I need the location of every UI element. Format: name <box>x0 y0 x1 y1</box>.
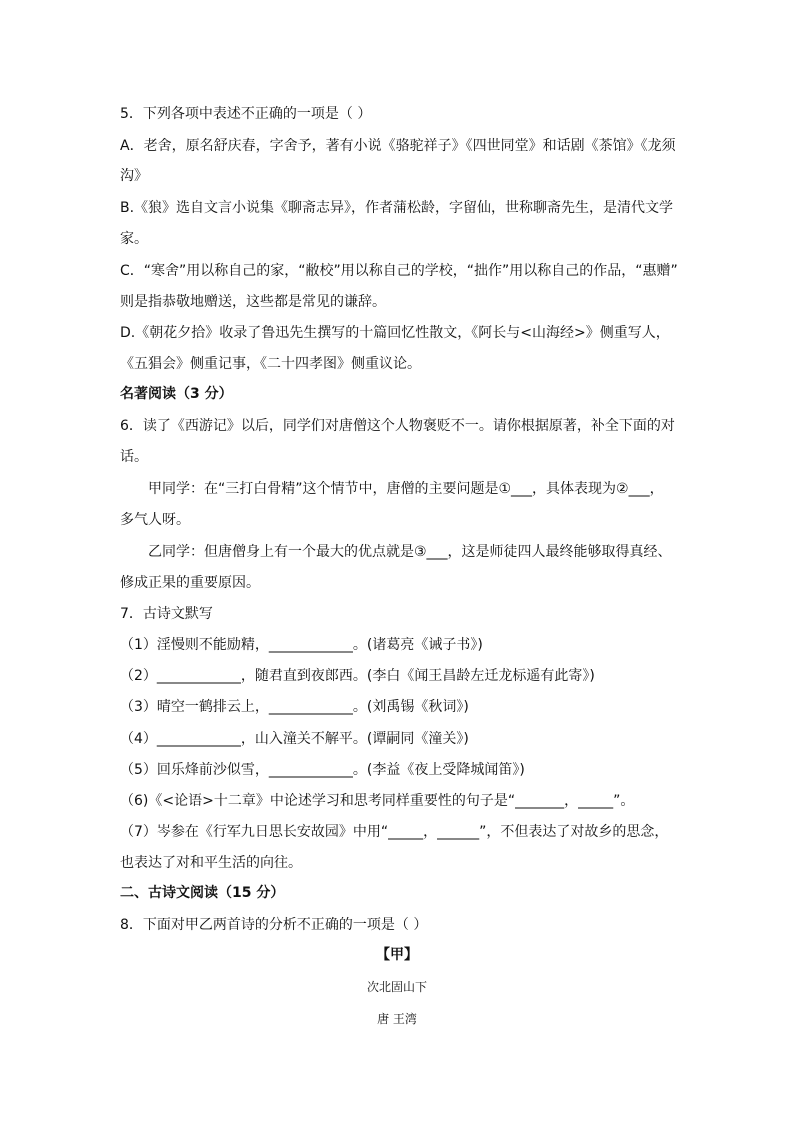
q7-item-7-line1: （7）岑参在《行军九日思长安故园》中用“_____，______”，不但表达了对故乡的思念， <box>120 824 669 840</box>
q6-stem-line1: 6．读了《西游记》以后，同学们对唐僧这个人物褒贬不一。请你根据原著，补全下面的对 <box>120 418 675 434</box>
q5-option-c-line2: 则是指恭敬地赠送，这些都是常见的谦辞。 <box>120 294 386 310</box>
q7-item-3: （3）晴空一鹤排云上，____________。(刘禹锡《秋词》) <box>120 699 469 715</box>
poem-label-jia: 【甲】 <box>376 947 418 963</box>
q6-dialogue-jia-line1: 甲同学：在“三打白骨精”这个情节中，唐僧的主要问题是①___，具体表现为②___， <box>148 481 664 497</box>
q7-item-4: （4）____________，山入潼关不解平。(谭嗣同《潼关》) <box>120 731 469 747</box>
q5-option-b-line1: B.《狼》选自文言小说集《聊斋志异》，作者蒲松龄，字留仙，世称聊斋先生，是清代文学 <box>120 200 674 216</box>
q8-stem: 8．下面对甲乙两首诗的分析不正确的一项是（ ） <box>120 917 428 933</box>
q5-option-c-line1: C．“寒舍”用以称自己的家，“敝校”用以称自己的学校，“拙作”用以称自己的作品，“惠赠” <box>120 263 678 279</box>
q6-dialogue-jia-line2: 多气人呀。 <box>120 512 190 528</box>
q5-option-a-line2: 沟》 <box>120 168 148 184</box>
q7-item-7-line2: 也表达了对和平生活的向往。 <box>120 855 302 871</box>
section-heading-two: 二、古诗文阅读（15 分） <box>120 885 285 901</box>
q5-stem: 5．下列各项中表述不正确的一项是（ ） <box>120 106 372 122</box>
q6-dialogue-yi-line1: 乙同学：但唐僧身上有一个最大的优点就是③___，这是师徒四人最终能够取得真经、 <box>148 544 672 560</box>
q7-item-1: （1）淫慢则不能励精，____________。(诸葛亮《诫子书》) <box>120 637 483 653</box>
poem-title: 次北固山下 <box>366 980 427 994</box>
q7-stem: 7．古诗文默写 <box>120 606 213 622</box>
section-heading-mingzhu: 名著阅读（3 分） <box>120 386 233 402</box>
q7-item-5: （5）回乐烽前沙似雪，____________。(李益《夜上受降城闻笛》) <box>120 762 525 778</box>
q5-option-d-line1: D.《朝花夕拾》收录了鲁迅先生撰写的十篇回忆性散文，《阿长与<山海经>》侧重写人， <box>120 325 670 341</box>
q6-stem-line2: 话。 <box>120 449 148 465</box>
q6-dialogue-yi-line2: 修成正果的重要原因。 <box>120 575 260 591</box>
poem-author: 唐 王湾 <box>377 1012 417 1026</box>
q5-option-d-line2: 《五猖会》侧重记事，《二十四孝图》侧重议论。 <box>120 356 421 372</box>
q7-item-2: （2）____________，随君直到夜郎西。(李白《闻王昌龄左迁龙标遥有此寄》) <box>120 668 595 684</box>
q5-option-a-line1: A．老舍，原名舒庆春，字舍予，著有小说《骆驼祥子》《四世同堂》和话剧《茶馆》《龙须 <box>120 138 676 154</box>
q5-option-b-line2: 家。 <box>120 231 148 247</box>
q7-item-6: （6)《<论语>十二章》中论述学习和思考同样重要性的句子是“_______，_____”。 <box>120 793 635 809</box>
